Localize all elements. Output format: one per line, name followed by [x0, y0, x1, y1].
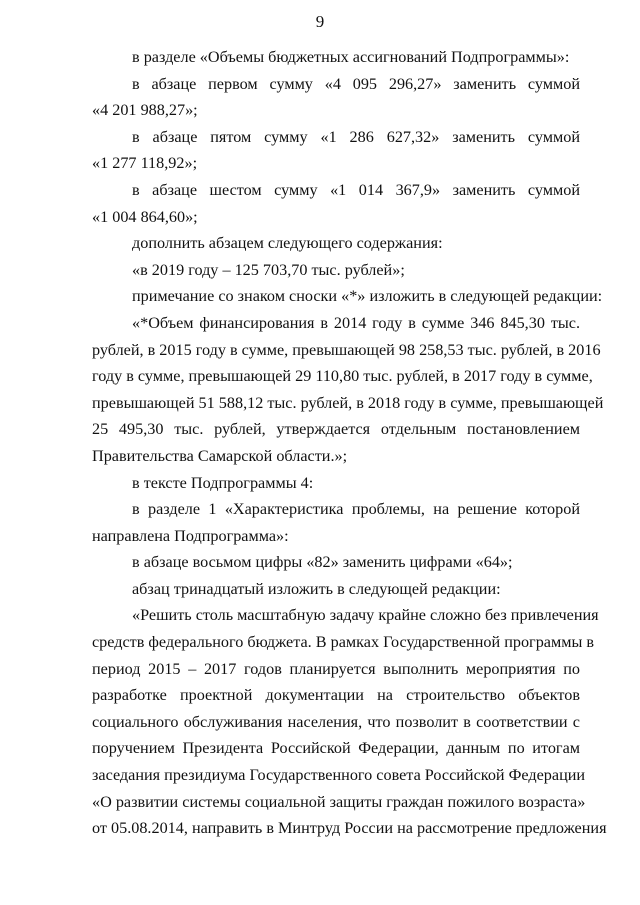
paragraph: [92, 44, 580, 71]
text-line: заседания президиума Государственного совета Российской Федерации: [92, 766, 586, 785]
paragraph: [92, 283, 603, 310]
paragraph: [92, 177, 580, 230]
text-line: в абзаце пятом сумму «1 286 627,32» заменить суммой: [132, 127, 580, 146]
text-line: рублей, в 2015 году в сумме, превышающей 98 258,53 тыс. рублей, в 2016: [92, 340, 601, 359]
text-line: в абзаце первом сумму «4 095 296,27» заменить суммой: [132, 74, 580, 93]
text-line: разработке проектной документации на строительство объектов: [92, 686, 580, 705]
text-line: социального обслуживания населения, что позволит в соответствии с: [92, 712, 580, 731]
text-line: 25 495,30 тыс. рублей, утверждается отдельным постановлением: [92, 420, 580, 439]
text-line: «4 201 988,27»;: [92, 101, 198, 120]
text-line: период 2015 – 2017 годов планируется выполнить мероприятия по: [92, 659, 580, 678]
text-line: превышающей 51 588,12 тыс. рублей, в 2018 году в сумме, превышающей: [92, 393, 604, 412]
paragraph: [92, 496, 580, 549]
text-line: направлена Подпрограмма»:: [92, 526, 289, 545]
paragraph: [92, 549, 580, 576]
text-line: в тексте Подпрограммы 4:: [132, 473, 314, 492]
text-line: году в сумме, превышающей 29 110,80 тыс. рублей, в 2017 году в сумме,: [92, 367, 593, 386]
paragraph: [92, 576, 580, 603]
text-line: в разделе 1 «Характеристика проблемы, на решение которой: [132, 500, 580, 519]
document-body: [92, 44, 607, 842]
text-line: «Решить столь масштабную задачу крайне сложно без привлечения: [132, 606, 599, 625]
text-line: в разделе «Объемы бюджетных ассигнований Подпрограммы»:: [132, 48, 570, 66]
paragraph: [92, 124, 580, 177]
paragraph: [92, 470, 580, 497]
text-line: «1 277 118,92»;: [92, 154, 198, 173]
text-line: «*Объем финансирования в 2014 году в сумме 346 845,30 тыс.: [132, 313, 580, 332]
text-line: средств федерального бюджета. В рамках Государственной программы в: [92, 633, 595, 652]
text-line: абзац тринадцатый изложить в следующей редакции:: [132, 579, 501, 598]
text-line: дополнить абзацем следующего содержания:: [132, 234, 443, 253]
text-line: от 05.08.2014, направить в Минтруд России на рассмотрение предложения: [92, 819, 607, 838]
paragraph: [92, 310, 604, 470]
text-line: в абзаце восьмом цифры «82» заменить цифрами «64»;: [132, 553, 513, 572]
text-line: «1 004 864,60»;: [92, 207, 198, 226]
text-line: «в 2019 году – 125 703,70 тыс. рублей»;: [132, 260, 405, 279]
text-line: примечание со знаком сноски «*» изложить в следующей редакции:: [132, 287, 603, 306]
text-line: в абзаце шестом сумму «1 014 367,9» заменить суммой: [132, 180, 580, 199]
paragraph: [92, 230, 580, 257]
text-line: Правительства Самарской области.»;: [92, 446, 348, 465]
paragraph: [92, 602, 607, 841]
paragraph: [92, 257, 580, 284]
text-line: поручением Президента Российской Федерации, данным по итогам: [92, 739, 580, 758]
paragraph: [92, 71, 580, 124]
text-line: «О развитии системы социальной защиты граждан пожилого возраста»: [92, 792, 586, 811]
page-number: 9: [315, 12, 325, 31]
